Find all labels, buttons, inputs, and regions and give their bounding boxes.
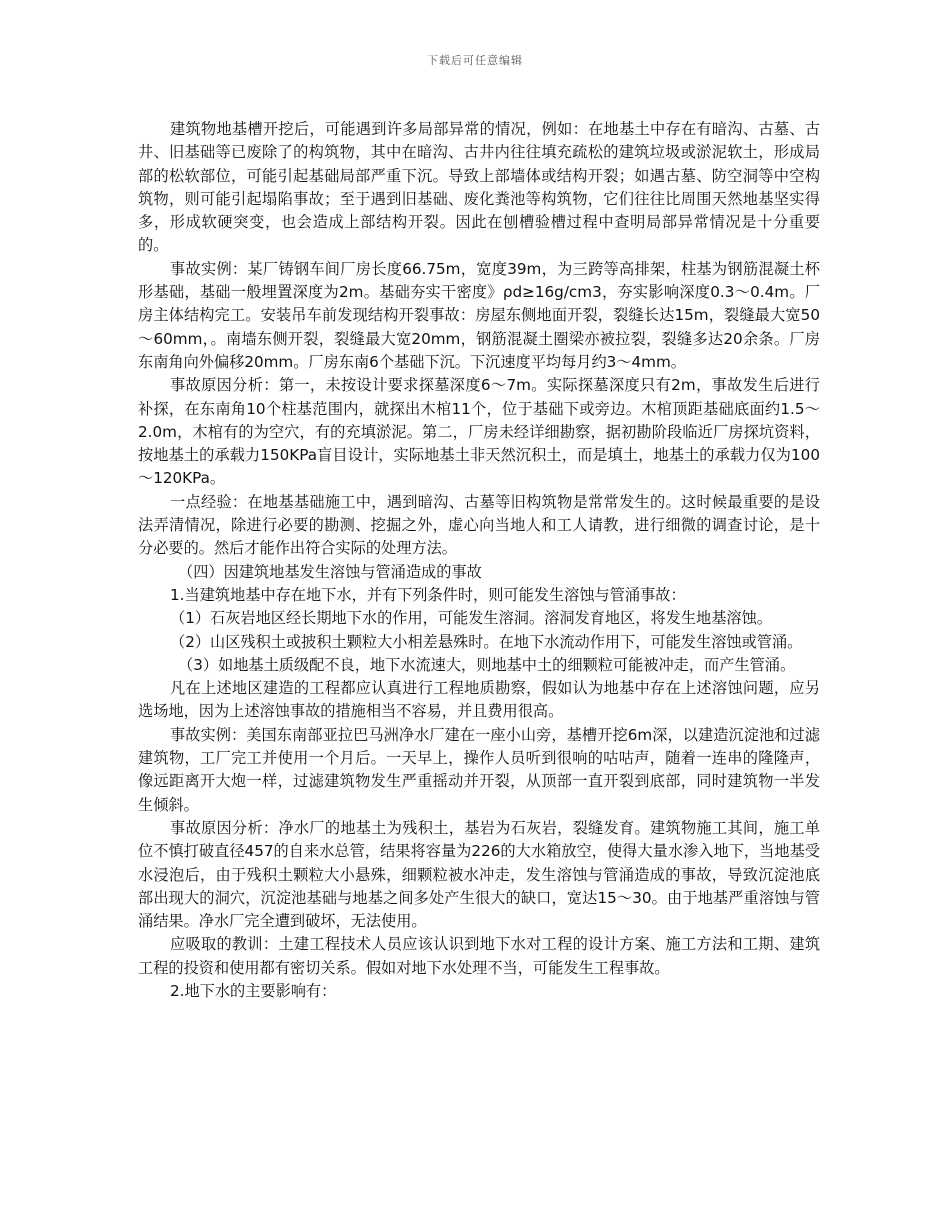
paragraph-cause-analysis: 事故原因分析：第一，未按设计要求探墓深度6～7m。实际探墓深度只有2m，事故发生后进行补探，在东南角10个柱基范围内，就探出木棺11个，位于基础下或旁边。木棺顶距基础底面约1.5～2.0m，木棺有的为空穴，有的充填淤泥。第二，厂房未经详细勘察，据初勘阶段临近厂房探坑资料，按地基土的承载力150KPa盲目设计，实际地基土非天然沉积土，而是填土，地基土的承载力仅为100～120KPa。	[138, 376, 820, 488]
section-heading: （四）因建筑地基发生溶蚀与管涌造成的事故	[178, 562, 482, 581]
paragraph-site-selection: 凡在上述地区建造的工程都应认真进行工程地质勘察，假如认为地基中存在上述溶蚀问题，应另选场地，因为上述溶蚀事故的措施相当不容易，并且费用很高。	[138, 679, 820, 721]
paragraph-cause-analysis-2: 事故原因分析：净水厂的地基土为残积土，基岩为石灰岩，裂缝发育。建筑物施工其间，施工单位不慎打破直径457的自来水总管，结果将容量为226的大水箱放空，使得大量水渗入地下，当地基受水浸泡后，由于残积土颗粒大小悬殊，细颗粒被水冲走，发生溶蚀与管涌造成的事故，导致沉淀池底部出现大的洞穴，沉淀池基础与地基之间多处产生很大的缺口，宽达15～30。由于地基严重溶蚀与管涌结果。净水厂完全遭到破坏，无法使用。	[138, 818, 820, 931]
page-header: 下载后可任意编辑	[427, 54, 523, 67]
paragraph-groundwater-effects: 2.地下水的主要影响有：	[170, 981, 337, 1000]
list-item-3: （3）如地基土质级配不良，地下水流速大，则地基中土的细颗粒可能被冲走，而产生管涌。	[178, 655, 796, 674]
paragraph-lessons: 应吸取的教训：土建工程技术人员应该认识到地下水对工程的设计方案、施工方法和工期、建筑工程的投资和使用都有密切关系。假如对地下水处理不当，可能发生工程事故。	[138, 935, 820, 977]
paragraph-experience: 一点经验：在地基基础施工中，遇到暗沟、古墓等旧构筑物是常常发生的。这时候最重要的是设法弄清情况，除进行必要的勘测、挖掘之外，虚心向当地人和工人请教，进行细微的调查讨论，是十分必要的。然后才能作出符合实际的处理方法。	[138, 492, 820, 558]
paragraph-case-example: 事故实例：某厂铸钢车间厂房长度66.75m，宽度39m，为三跨等高排架，柱基为钢筋混凝土杯形基础，基础一般埋置深度为2m。基础夯实干密度》ρd≥16g/cm3，夯实影响深度0.3～0.4m。厂房主体结构完工。安装吊车前发现结构开裂事故：房屋东侧地面开裂，裂缝长达15m，裂缝最大宽50～60mm，。南墙东侧开裂，裂缝最大宽20mm，钢筋混凝土圈梁亦被拉裂，裂缝多达20余条。厂房东南角向外偏移20mm。厂房东南6个基础下沉。下沉速度平均每月约3～4mm。	[138, 259, 820, 371]
paragraph-intro: 建筑物地基槽开挖后，可能遇到许多局部异常的情况，例如：在地基土中存在有暗沟、古墓、古井、旧基础等已废除了的构筑物，其中在暗沟、古井内往往填充疏松的建筑垃圾或淤泥软土，形成局部的松软部位，可能引起基础局部严重下沉。导致上部墙体或结构开裂；如遇古墓、防空洞等中空构筑物，则可能引起塌陷事故；至于遇到旧基础、废化粪池等构筑物，它们往往比周围天然地基坚实得多，形成软硬突变，也会造成上部结构开裂。因此在刨槽验槽过程中查明局部异常情况是十分重要的。	[138, 120, 820, 255]
list-item-1: （1）石灰岩地区经长期地下水的作用，可能发生溶洞。溶洞发育地区，将发生地基溶蚀。	[170, 609, 772, 628]
document-body	[138, 118, 820, 1003]
list-item-2: （2）山区残积土或披积土颗粒大小相差悬殊时。在地下水流动作用下，可能发生溶蚀或管涌。	[170, 632, 803, 651]
paragraph-conditions: 1.当建筑地基中存在地下水，并有下列条件时，则可能发生溶蚀与管涌事故：	[170, 585, 686, 604]
paragraph-case-example-2: 事故实例：美国东南部亚拉巴马洲净水厂建在一座小山旁，基槽开挖6m深，以建造沉淀池和过滤建筑物，工厂完工并使用一个月后。一天早上，操作人员听到很响的咕咕声，随着一连串的隆隆声，像远距离开大炮一样，过滤建筑物发生严重摇动并开裂，从顶部一直开裂到底部，同时建筑物一半发生倾斜。	[138, 725, 820, 814]
